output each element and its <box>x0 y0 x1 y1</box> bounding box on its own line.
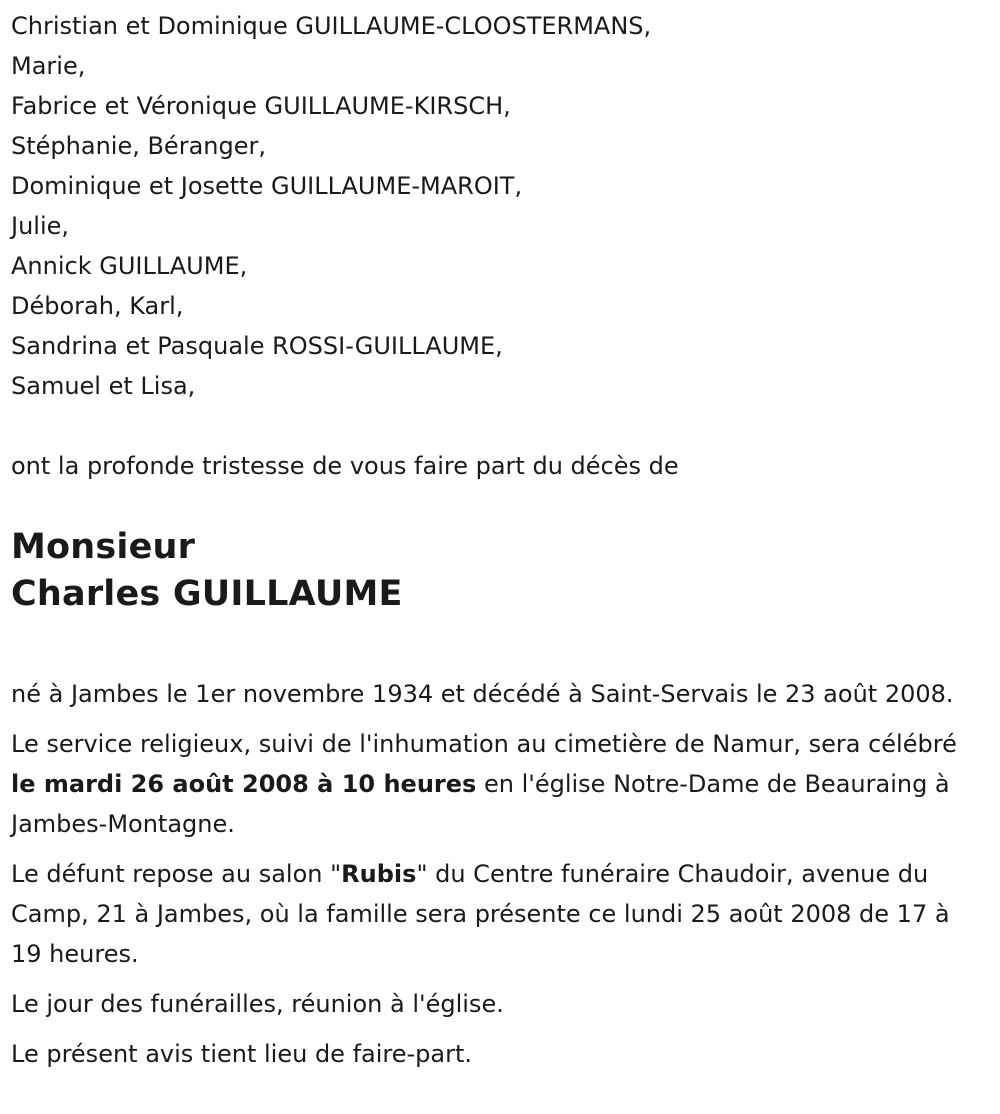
meeting-paragraph: Le jour des funérailles, réunion à l'église. <box>11 990 504 1018</box>
service-text-after: en l'église Notre-Dame de Beauraing à Jambes-Montagne. <box>11 770 950 838</box>
visitation-text-after: " du Centre funéraire Chaudoir, avenue du Camp, 21 à Jambes, où la famille sera présente ce lundi 25 août 2008 de 17 à 19 heures. <box>11 860 950 968</box>
family-line: Stéphanie, Béranger, <box>11 132 266 160</box>
family-line: Dominique et Josette GUILLAUME-MAROIT, <box>11 172 523 200</box>
family-line: Déborah, Karl, <box>11 292 184 320</box>
announcement-intro: ont la profonde tristesse de vous faire part du décès de <box>11 452 679 480</box>
family-list <box>11 6 981 406</box>
birth-death-paragraph: né à Jambes le 1er novembre 1934 et décédé à Saint-Servais le 23 août 2008. <box>11 680 954 708</box>
family-line: Annick GUILLAUME, <box>11 252 248 280</box>
service-date-time: le mardi 26 août 2008 à 10 heures <box>11 770 477 798</box>
salon-name: Rubis <box>341 860 417 888</box>
deceased-name: Charles GUILLAUME <box>11 574 403 614</box>
family-line: Christian et Dominique GUILLAUME-CLOOSTERMANS, <box>11 12 652 40</box>
service-paragraph <box>11 724 981 844</box>
visitation-paragraph <box>11 854 981 974</box>
deceased-title: Monsieur <box>11 527 196 567</box>
deceased-heading <box>11 524 981 618</box>
obituary-notice <box>11 6 981 1084</box>
family-line: Julie, <box>11 212 70 240</box>
notice-paragraph: Le présent avis tient lieu de faire-part. <box>11 1040 473 1068</box>
service-text-before: Le service religieux, suivi de l'inhumation au cimetière de Namur, sera célébré <box>11 730 957 758</box>
family-line: Fabrice et Véronique GUILLAUME-KIRSCH, <box>11 92 511 120</box>
family-line: Samuel et Lisa, <box>11 372 196 400</box>
family-line: Sandrina et Pasquale ROSSI-GUILLAUME, <box>11 332 503 360</box>
visitation-text-before: Le défunt repose au salon " <box>11 860 342 888</box>
family-line: Marie, <box>11 52 86 80</box>
